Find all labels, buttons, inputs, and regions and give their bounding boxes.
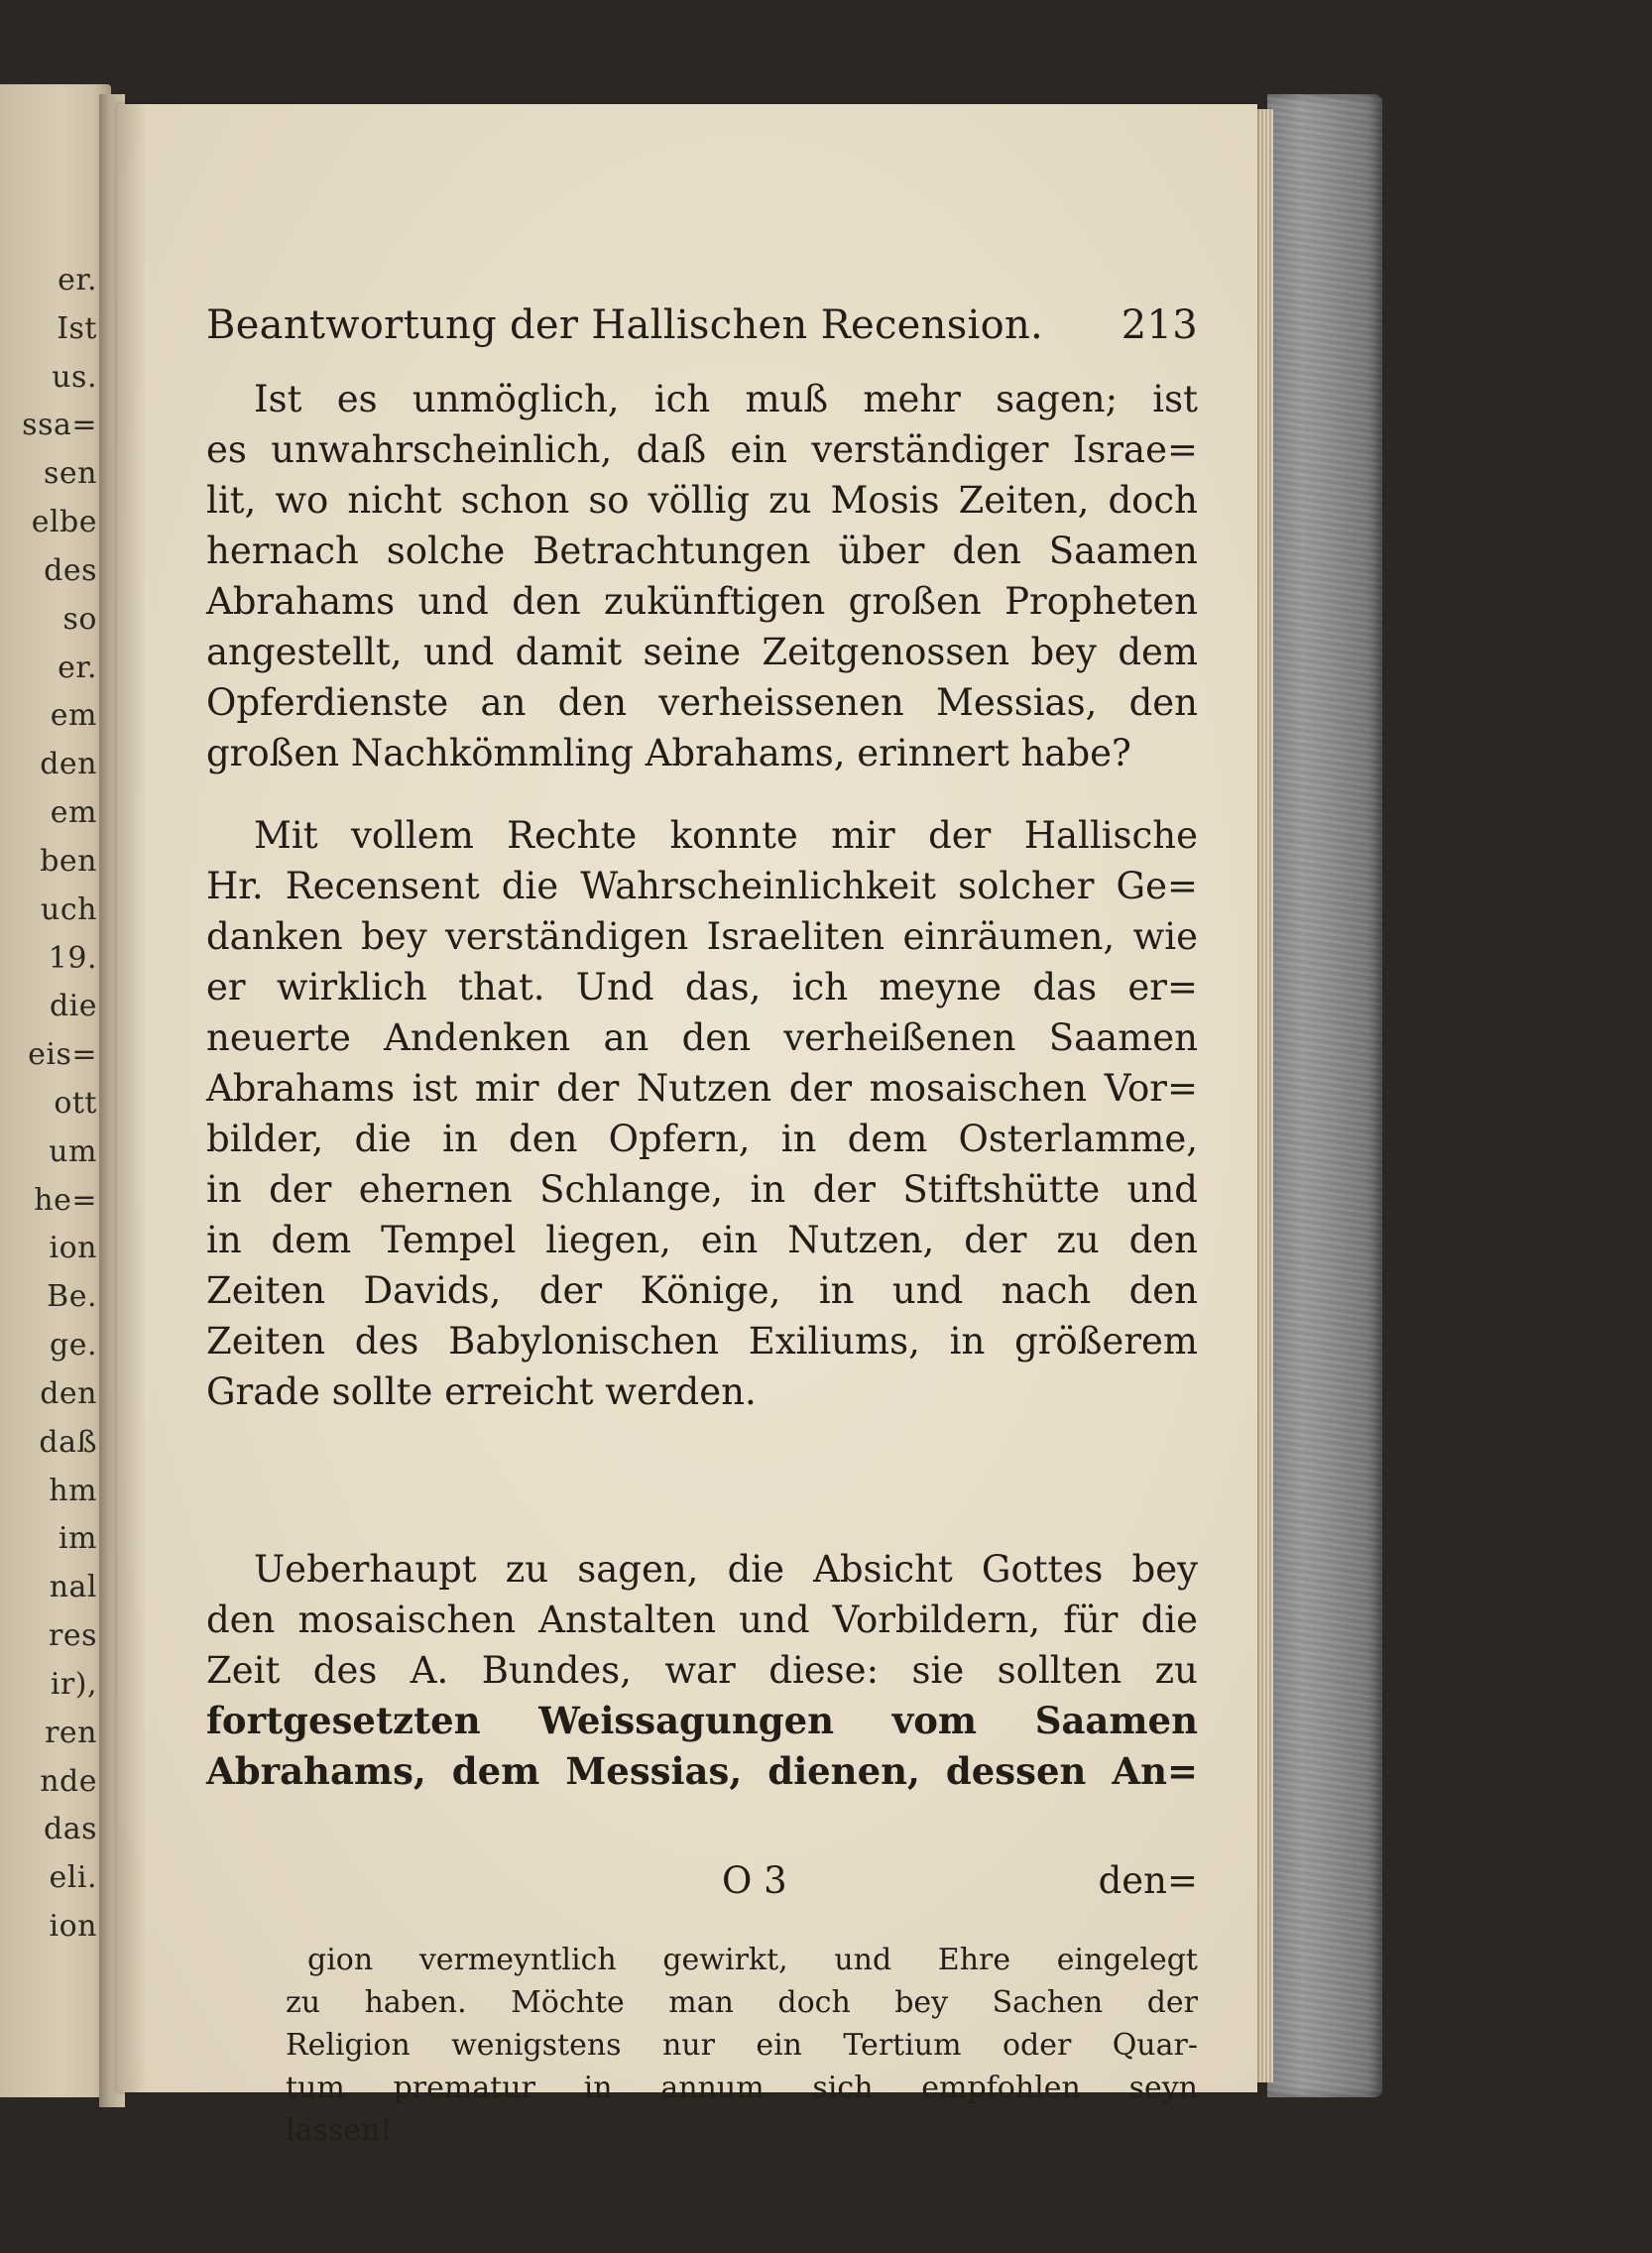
previous-page-text-fragment: res [49,1618,97,1654]
previous-page-text-fragment: ssa= [22,408,97,443]
previous-page-text-fragment: ren [45,1715,97,1750]
previous-page-text-fragment: eis= [28,1037,97,1073]
text-line: in der ehernen Schlange, in der Stiftshütte und [206,1168,1198,1211]
previous-page-text-fragment: em [50,698,97,734]
previous-page-text-fragment: us. [52,359,97,395]
footnote [286,1939,1198,2152]
previous-page-text-fragment: ion [49,1909,97,1944]
previous-page-text-fragment: ott [54,1086,97,1121]
text-line: Abrahams, dem Messias, dienen, dessen An= [206,1749,1198,1793]
text-line: bilder, die in den Opfern, in dem Osterlamme, [206,1118,1198,1160]
running-head [206,302,1198,348]
page-number: 213 [1121,302,1198,348]
footnote-line: lassen! [286,2113,393,2148]
previous-page-text-fragment: em [50,795,97,831]
previous-page-text-fragment: ge. [50,1328,97,1364]
previous-page-text-fragment: nde [40,1763,97,1799]
text-line: Abrahams und den zukünftigen großen Propheten [206,580,1198,623]
previous-page-text-fragment: Be. [47,1279,97,1315]
previous-page-text-fragment: um [49,1133,97,1169]
text-line: hernach solche Betrachtungen über den Saamen [206,530,1198,572]
footnote-line: gion vermeyntlich gewirkt, und Ehre eingelegt [307,1943,1198,1977]
previous-page-text-fragment: hm [49,1473,97,1508]
signature-mark: O 3 [722,1859,787,1902]
text-line: großen Nachkömmling Abrahams, erinnert habe? [206,732,1131,774]
previous-page-text-fragment: den [40,1375,97,1411]
previous-page-text-fragment: elbe [31,505,97,540]
previous-page-text-fragment: nal [49,1570,97,1605]
catchword: den= [1098,1859,1198,1902]
previous-page-text-fragment: he= [34,1182,97,1218]
footnote-line: Religion wenigstens nur ein Tertium oder Quar- [286,2028,1198,2063]
text-line: fortgesetzten Weissagungen vom Saamen [206,1699,1198,1742]
page-shadow [117,104,147,2092]
previous-page-text-fragment: uch [41,891,97,927]
previous-page-text-fragment: den [40,747,97,782]
previous-page-text-fragment: er. [58,263,97,297]
text-line: danken bey verständigen Israeliten einräumen, wie [206,915,1198,958]
previous-page-text-fragment: daß [39,1424,97,1460]
text-line: Mit vollem Rechte konnte mir der Hallische [254,814,1198,857]
previous-page [0,84,111,2097]
previous-page-text-fragment: ion [49,1231,97,1266]
text-line: Opferdienste an den verheissenen Messias, den [206,681,1198,724]
text-line: Hr. Recensent die Wahrscheinlichkeit solcher Ge= [206,865,1198,907]
text-line: angestellt, und damit seine Zeitgenossen bey dem [206,631,1198,673]
previous-page-text-fragment: im [58,1521,97,1557]
text-line: den mosaischen Anstalten und Vorbildern, für die [206,1599,1198,1641]
text-line: in dem Tempel liegen, ein Nutzen, der zu den [206,1219,1198,1261]
page-foot [206,1859,1198,1909]
previous-page-text-fragment: sen [44,456,97,492]
book-cover [1267,94,1382,2097]
running-head-title: Beantwortung der Hallischen Recension. [206,302,1044,348]
text-line: Ueberhaupt zu sagen, die Absicht Gottes bey [254,1548,1198,1591]
previous-page-text-fragment: ben [40,843,97,879]
paragraph-3 [206,1544,1198,1797]
paragraph-2 [206,810,1198,1417]
previous-page-text-fragment: des [44,552,97,588]
text-line: er wirklich that. Und das, ich meyne das er= [206,966,1198,1008]
text-line: lit, wo nicht schon so völlig zu Mosis Zeiten, doch [206,479,1198,522]
text-line: es unwahrscheinlich, daß ein verständiger Israe= [206,428,1198,471]
page [117,104,1257,2148]
paragraph-1 [206,374,1198,778]
previous-page-text-fragment: er. [58,650,97,685]
previous-page-text-fragment: 19. [48,940,97,976]
text-line: Abrahams ist mir der Nutzen der mosaischen Vor= [206,1067,1198,1110]
text-line: Zeiten des Babylonischen Exiliums, in größerem [206,1320,1198,1363]
text-line: Grade sollte erreicht werden. [206,1370,757,1413]
previous-page-text-fragment: das [44,1812,97,1847]
footnote-line: zu haben. Möchte man doch bey Sachen der [286,1985,1198,2020]
previous-page-text-fragment: eli. [49,1860,97,1896]
text-line: neuerte Andenken an den verheißenen Saamen [206,1016,1198,1059]
previous-page-text-fragment: Ist [57,310,97,346]
text-line: Ist es unmöglich, ich muß mehr sagen; ist [254,378,1198,420]
text-line: Zeiten Davids, der Könige, in und nach den [206,1269,1198,1312]
previous-page-text-fragment: so [62,601,97,637]
footnote-line: tum prematur in annum sich empfohlen seyn [286,2071,1198,2105]
previous-page-text-fragment: die [49,989,97,1024]
text-line: Zeit des A. Bundes, war diese: sie sollten zu [206,1649,1198,1692]
previous-page-text-fragment: ir), [50,1666,97,1702]
